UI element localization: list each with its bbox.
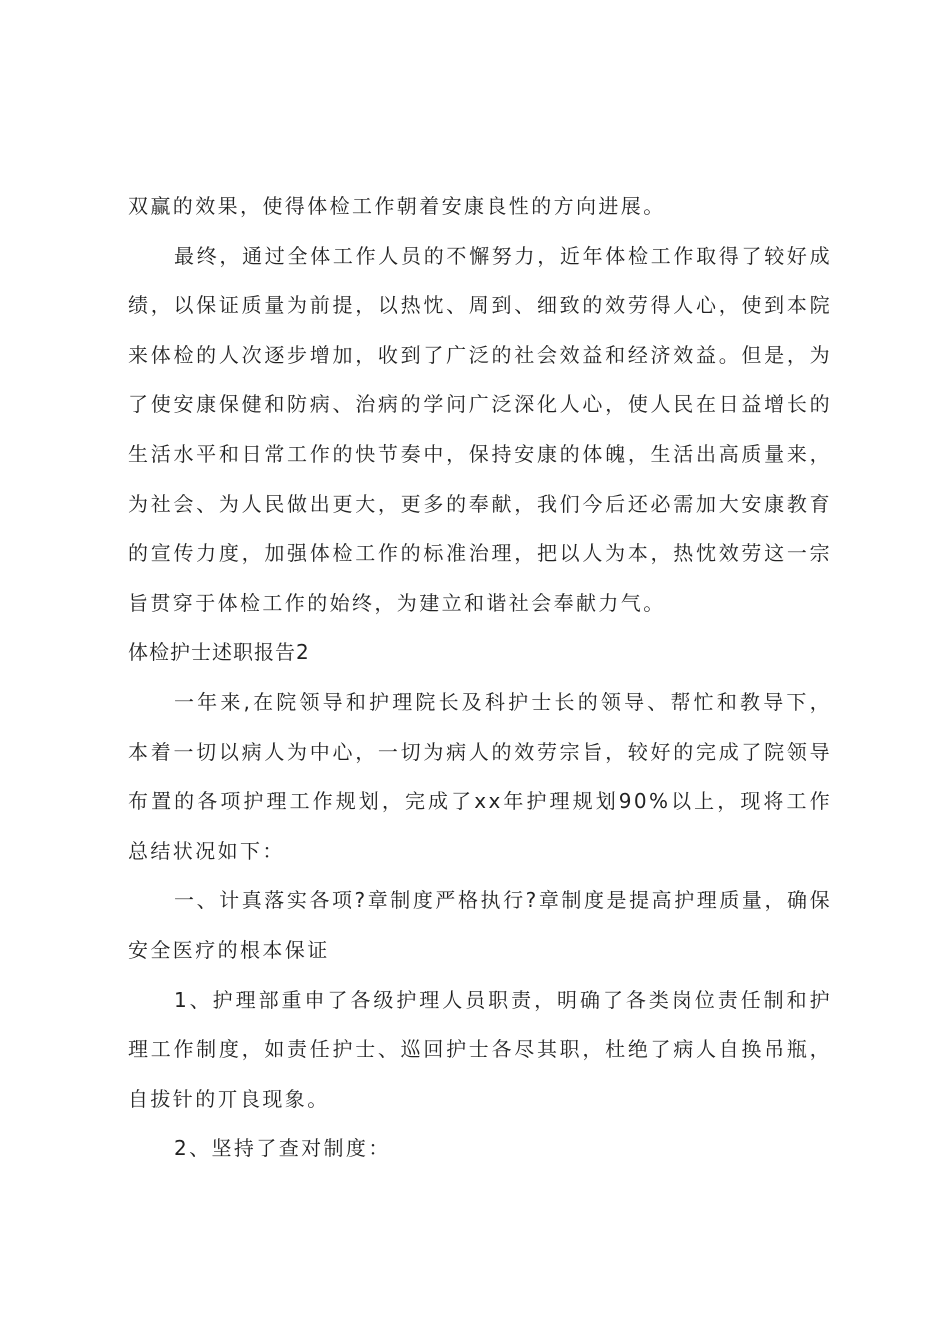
section-heading: 体检护士述职报告2 bbox=[128, 640, 310, 665]
document-body bbox=[128, 182, 832, 1174]
paragraph-intro: 一年来,在院领导和护理院长及科护士长的领导、帮忙和教导下，本着一切以病人为中心，一切为病人的效劳宗旨，较好的完成了院领导布置的各项护理工作规划，完成了xx年护理规划90%以上，现将工作总结状况如下： bbox=[128, 689, 832, 863]
paragraph-item-2: 2、坚持了查对制度： bbox=[174, 1136, 391, 1161]
paragraph-continuation: 双赢的效果，使得体检工作朝着安康良性的方向进展。 bbox=[128, 194, 666, 218]
paragraph-point-one: 一、计真落实各项?章制度严格执行?章制度是提高护理质量，确保安全医疗的根本保证 bbox=[128, 888, 832, 962]
paragraph-summary: 最终，通过全体工作人员的不懈努力，近年体检工作取得了较好成绩，以保证质量为前提，以热忱、周到、细致的效劳得人心，使到本院来体检的人次逐步增加，收到了广泛的社会效益和经济效益。但是，为了使安康保健和防病、治病的学问广泛深化人心，使人民在日益增长的生活水平和日常工作的快节奏中，保持安康的体魄，生活出高质量来，为社会、为人民做出更大，更多的奉献，我们今后还必需加大安康教育的宣传力度，加强体检工作的标准治理，把以人为本，热忱效劳这一宗旨贯穿于体检工作的始终，为建立和谐社会奉献力气。 bbox=[128, 243, 832, 615]
paragraph-item-1: 1、护理部重申了各级护理人员职责，明确了各类岗位责任制和护理工作制度，如责任护士、巡回护士各尽其职，杜绝了病人自换吊瓶，自拔针的丌良现象。 bbox=[128, 987, 832, 1111]
